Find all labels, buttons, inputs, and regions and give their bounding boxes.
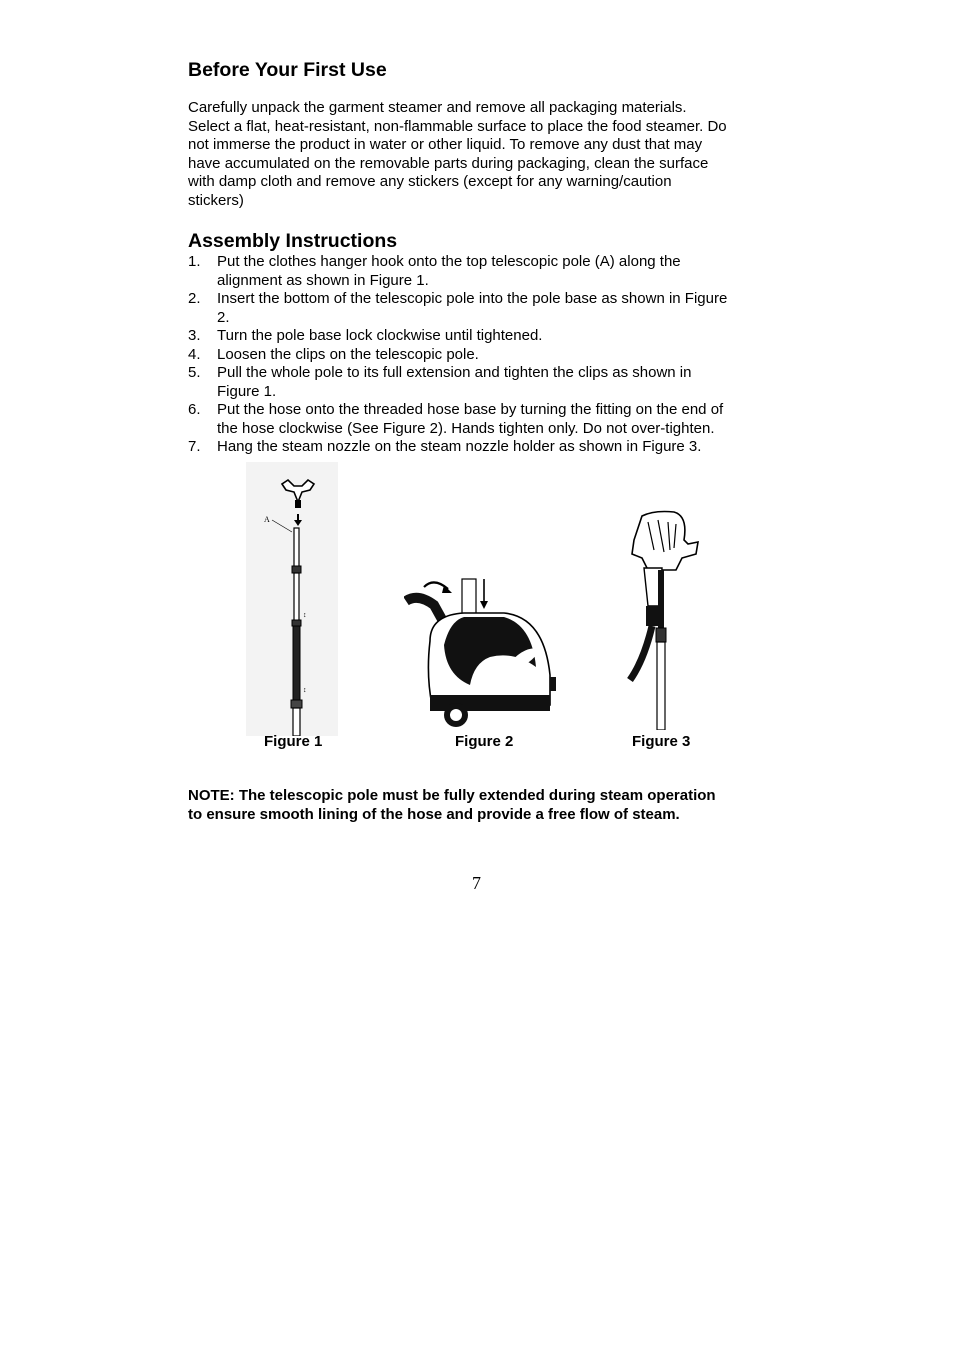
step-line: Figure 1.	[217, 382, 277, 400]
first-use-line: not immerse the product in water or other liquid. To remove any dust that may	[188, 136, 703, 154]
assembly-step	[188, 401, 778, 438]
assembly-step	[188, 364, 778, 401]
first-use-line: Carefully unpack the garment steamer and remove all packaging materials.	[188, 99, 687, 116]
label-a: A	[264, 515, 270, 524]
step-number: 4.	[188, 345, 201, 363]
step-number: 6.	[188, 401, 201, 418]
step-line: Hang the steam nozzle on the steam nozzle holder as shown in Figure 3.	[217, 438, 702, 455]
first-use-line: Select a flat, heat-resistant, non-flammable surface to place the food steamer. Do	[188, 117, 727, 135]
step-number: 1.	[188, 253, 201, 270]
svg-text:↕: ↕	[303, 687, 307, 694]
step-line: the hose clockwise (See Figure 2). Hands tighten only. Do not over-tighten.	[217, 419, 715, 437]
svg-text:↕: ↕	[303, 612, 307, 619]
assembly-step	[188, 327, 778, 346]
step-line: Put the clothes hanger hook onto the top telescopic pole (A) along the	[217, 253, 681, 270]
figure-3-illustration	[624, 510, 702, 730]
figure-2-illustration	[404, 575, 556, 728]
note-line: NOTE: The telescopic pole must be fully extended during steam operation	[188, 787, 716, 804]
step-line: Put the hose onto the threaded hose base by turning the fitting on the end of	[217, 401, 724, 418]
figure-1-caption: Figure 1	[264, 733, 323, 750]
page-number: 7	[472, 873, 481, 893]
first-use-line: stickers)	[188, 191, 244, 209]
note-block	[188, 787, 778, 824]
step-number: 5.	[188, 364, 201, 381]
assembly-step	[188, 438, 778, 457]
heading-before-first-use: Before Your First Use	[188, 59, 387, 81]
figure-1-illustration	[246, 462, 338, 736]
first-use-paragraph	[188, 99, 778, 211]
step-line: Loosen the clips on the telescopic pole.	[217, 345, 479, 363]
assembly-steps-list	[188, 253, 778, 457]
step-line: alignment as shown in Figure 1.	[217, 271, 429, 289]
figure-3-caption: Figure 3	[632, 733, 691, 750]
assembly-step	[188, 346, 778, 365]
step-line: Insert the bottom of the telescopic pole into the pole base as shown in Figure	[217, 290, 728, 307]
note-line: to ensure smooth lining of the hose and provide a free flow of steam.	[188, 805, 680, 823]
heading-assembly-instructions: Assembly Instructions	[188, 230, 398, 252]
step-number: 2.	[188, 290, 201, 307]
first-use-line: with damp cloth and remove any stickers (except for any warning/caution	[188, 173, 672, 191]
step-number: 7.	[188, 438, 201, 455]
step-line: 2.	[217, 308, 230, 326]
figure-2-caption: Figure 2	[455, 733, 514, 750]
step-number: 3.	[188, 327, 201, 344]
step-line: Pull the whole pole to its full extension and tighten the clips as shown in	[217, 364, 692, 381]
step-line: Turn the pole base lock clockwise until tightened.	[217, 327, 543, 344]
assembly-step	[188, 290, 778, 327]
first-use-line: have accumulated on the removable parts during packaging, clean the surface	[188, 154, 709, 172]
assembly-step	[188, 253, 778, 290]
